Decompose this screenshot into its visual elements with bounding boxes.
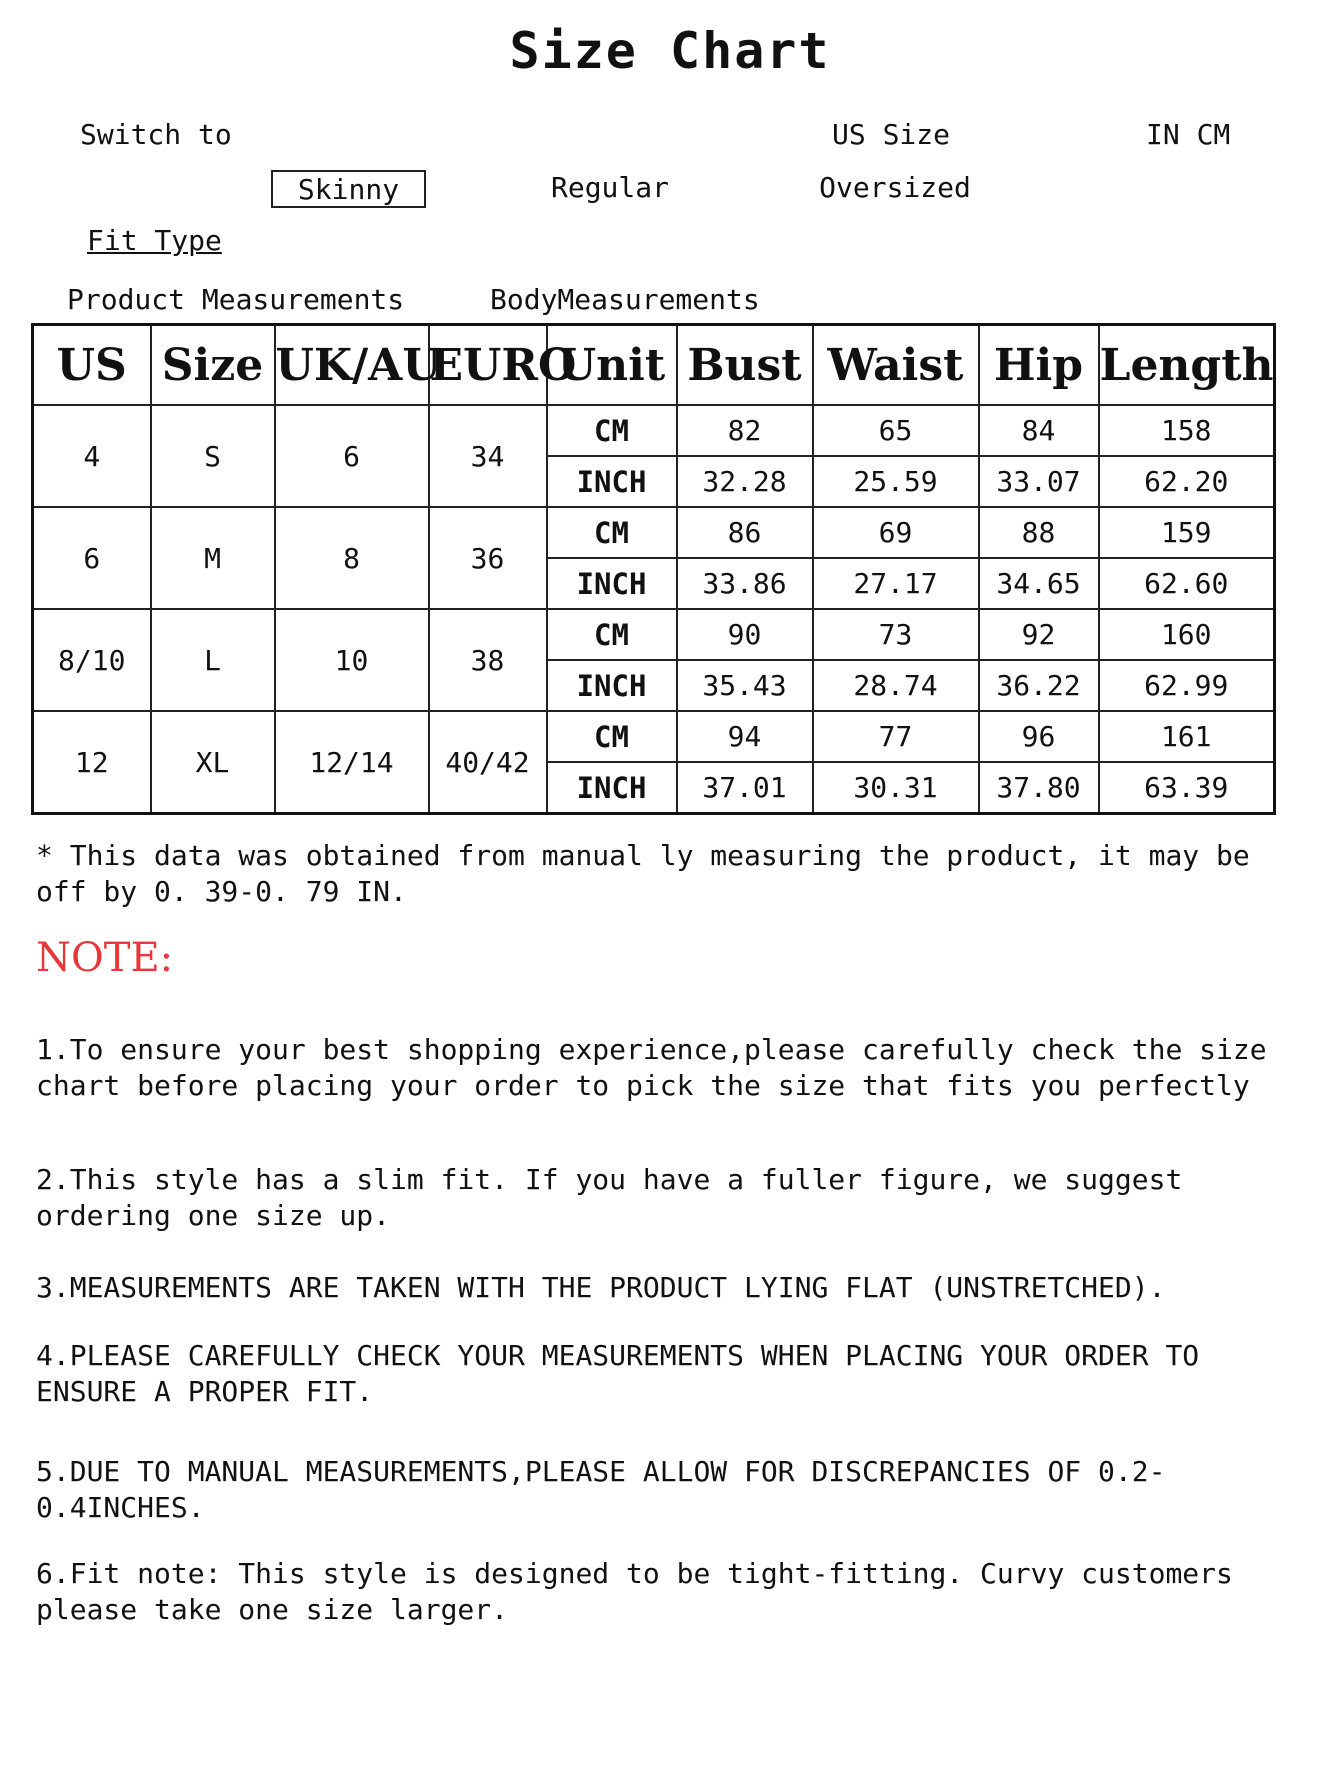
cell-size: L bbox=[151, 609, 275, 711]
header-size: Size bbox=[151, 325, 275, 406]
note-item: 3.MEASUREMENTS ARE TAKEN WITH THE PRODUCT LYING FLAT (UNSTRETCHED). bbox=[36, 1271, 1166, 1304]
cell-waist: 28.74 bbox=[813, 660, 979, 711]
cell-length: 160 bbox=[1099, 609, 1275, 660]
cell-length: 62.20 bbox=[1099, 456, 1275, 507]
cell-hip: 84 bbox=[979, 405, 1099, 456]
cell-euro: 36 bbox=[429, 507, 547, 609]
cell-bust: 86 bbox=[677, 507, 813, 558]
note-item: 5.DUE TO MANUAL MEASUREMENTS,PLEASE ALLOW FOR DISCREPANCIES OF 0.2-0.4INCHES. bbox=[36, 1455, 1166, 1524]
cell-unit: INCH bbox=[547, 456, 677, 507]
cell-length: 158 bbox=[1099, 405, 1275, 456]
header-euro: EURO bbox=[429, 325, 547, 406]
cell-euro: 34 bbox=[429, 405, 547, 507]
cell-length: 63.39 bbox=[1099, 762, 1275, 814]
us-size-toggle[interactable]: US Size bbox=[832, 118, 951, 151]
cell-euro: 38 bbox=[429, 609, 547, 711]
note-item: 1.To ensure your best shopping experience,please carefully check the size chart before placing your order to pick the size that fits you perfectly bbox=[36, 1033, 1267, 1102]
cell-bust: 94 bbox=[677, 711, 813, 762]
fit-type-link[interactable]: Fit Type bbox=[87, 224, 222, 257]
cell-length: 62.60 bbox=[1099, 558, 1275, 609]
cell-hip: 96 bbox=[979, 711, 1099, 762]
cell-size: XL bbox=[151, 711, 275, 814]
cell-hip: 37.80 bbox=[979, 762, 1099, 814]
cell-bust: 37.01 bbox=[677, 762, 813, 814]
table-row bbox=[33, 711, 1275, 762]
cell-waist: 69 bbox=[813, 507, 979, 558]
cell-length: 159 bbox=[1099, 507, 1275, 558]
size-table bbox=[31, 323, 1276, 815]
fit-regular-button[interactable]: Regular bbox=[550, 171, 669, 204]
cell-waist: 65 bbox=[813, 405, 979, 456]
cell-us: 12 bbox=[33, 711, 151, 814]
cell-size: M bbox=[151, 507, 275, 609]
cell-bust: 33.86 bbox=[677, 558, 813, 609]
cell-bust: 35.43 bbox=[677, 660, 813, 711]
header-hip: Hip bbox=[979, 325, 1099, 406]
note-item: 6.Fit note: This style is designed to be tight-fitting. Curvy customers please take one size larger. bbox=[36, 1557, 1233, 1626]
header-uk-au: UK/AU bbox=[275, 325, 429, 406]
cell-hip: 92 bbox=[979, 609, 1099, 660]
header-waist: Waist bbox=[813, 325, 979, 406]
fit-skinny-button[interactable]: Skinny bbox=[271, 170, 426, 208]
cell-bust: 32.28 bbox=[677, 456, 813, 507]
cell-length: 161 bbox=[1099, 711, 1275, 762]
cell-hip: 88 bbox=[979, 507, 1099, 558]
table-row bbox=[33, 609, 1275, 660]
cell-bust: 82 bbox=[677, 405, 813, 456]
cell-bust: 90 bbox=[677, 609, 813, 660]
table-row bbox=[33, 405, 1275, 456]
cell-uk-au: 10 bbox=[275, 609, 429, 711]
cell-hip: 34.65 bbox=[979, 558, 1099, 609]
page-title: Size Chart bbox=[509, 22, 831, 80]
cell-unit: INCH bbox=[547, 558, 677, 609]
cell-unit: CM bbox=[547, 405, 677, 456]
header-length: Length bbox=[1099, 325, 1275, 406]
cell-waist: 30.31 bbox=[813, 762, 979, 814]
cell-waist: 27.17 bbox=[813, 558, 979, 609]
cell-unit: CM bbox=[547, 711, 677, 762]
cell-waist: 73 bbox=[813, 609, 979, 660]
unit-toggle-in-cm[interactable]: IN CM bbox=[1146, 118, 1231, 151]
measurement-footnote: * This data was obtained from manual ly measuring the product, it may be off by 0. 39-0. 79 IN. bbox=[36, 839, 1250, 908]
tab-product-measurements[interactable]: Product Measurements bbox=[67, 283, 405, 316]
cell-uk-au: 8 bbox=[275, 507, 429, 609]
cell-waist: 77 bbox=[813, 711, 979, 762]
tab-body-measurements[interactable]: BodyMeasurements bbox=[490, 283, 760, 316]
cell-uk-au: 6 bbox=[275, 405, 429, 507]
cell-unit: CM bbox=[547, 507, 677, 558]
cell-us: 6 bbox=[33, 507, 151, 609]
note-item: 2.This style has a slim fit. If you have a fuller figure, we suggest ordering one size up. bbox=[36, 1163, 1183, 1232]
cell-unit: CM bbox=[547, 609, 677, 660]
fit-oversized-button[interactable]: Oversized bbox=[819, 171, 971, 204]
cell-unit: INCH bbox=[547, 762, 677, 814]
cell-euro: 40/42 bbox=[429, 711, 547, 814]
note-item: 4.PLEASE CAREFULLY CHECK YOUR MEASUREMENTS WHEN PLACING YOUR ORDER TO ENSURE A PROPER FIT. bbox=[36, 1339, 1200, 1408]
cell-us: 4 bbox=[33, 405, 151, 507]
header-us: US bbox=[33, 325, 151, 406]
switch-to-label: Switch to bbox=[80, 118, 232, 151]
note-heading: NOTE: bbox=[36, 935, 174, 981]
cell-waist: 25.59 bbox=[813, 456, 979, 507]
cell-length: 62.99 bbox=[1099, 660, 1275, 711]
cell-uk-au: 12/14 bbox=[275, 711, 429, 814]
table-row bbox=[33, 507, 1275, 558]
cell-hip: 33.07 bbox=[979, 456, 1099, 507]
cell-size: S bbox=[151, 405, 275, 507]
cell-hip: 36.22 bbox=[979, 660, 1099, 711]
cell-unit: INCH bbox=[547, 660, 677, 711]
header-bust: Bust bbox=[677, 325, 813, 406]
cell-us: 8/10 bbox=[33, 609, 151, 711]
header-unit: Unit bbox=[547, 325, 677, 406]
table-header-row bbox=[33, 325, 1275, 406]
